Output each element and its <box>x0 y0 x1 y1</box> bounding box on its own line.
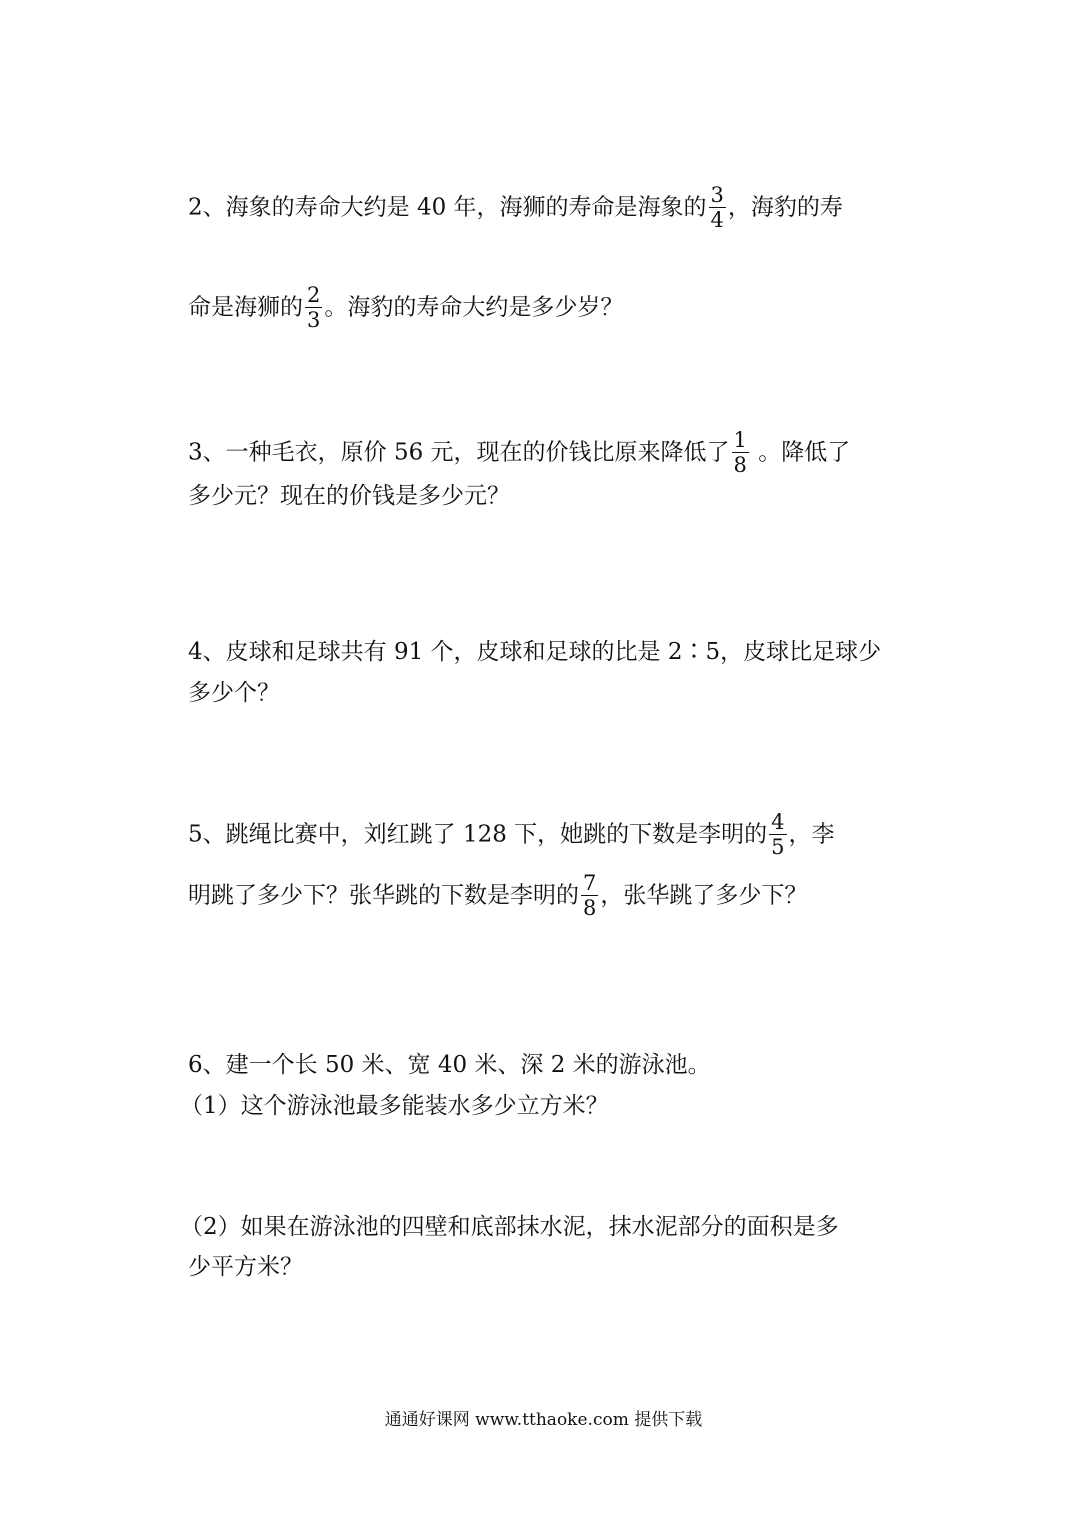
problem-2-text-c: 命是海狮的 <box>188 294 303 321</box>
problem-6-sub-2-line-2 <box>188 1251 303 1282</box>
problem-3-text-b: 。降低了 <box>750 439 851 466</box>
problem-3-line-2 <box>188 480 510 511</box>
fraction-7-8 <box>581 871 598 920</box>
fraction-4-5 <box>769 810 786 859</box>
problem-5-line-2 <box>188 871 807 920</box>
problem-3-line-1 <box>188 428 850 477</box>
problem-6-sub-1 <box>180 1090 609 1121</box>
fraction-denominator: 5 <box>771 835 785 859</box>
problem-2-text-d: 。海豹的寿命大约是多少岁？ <box>324 294 624 321</box>
fraction-denominator: 8 <box>583 896 597 920</box>
fraction-numerator: 2 <box>307 283 321 307</box>
problem-4-line-2 <box>188 677 280 708</box>
problem-2-line-2 <box>188 283 623 332</box>
problem-5-line-1 <box>188 810 835 859</box>
fraction-numerator: 4 <box>771 810 785 834</box>
fraction-numerator: 3 <box>710 183 724 207</box>
fraction-3-4 <box>709 183 726 232</box>
page-footer: 通通好课网 www.tthaoke.com 提供下载 <box>384 1410 703 1430</box>
problem-5-text-d: ，张华跳了多少下？ <box>600 882 808 909</box>
problem-4-text-a: 4、皮球和足球共有 91 个，皮球和足球的比是 2∶5，皮球比足球少 <box>188 639 882 665</box>
problem-2-text-a: 2、海象的寿命大约是 40 年，海狮的寿命是海象的 <box>188 194 707 221</box>
fraction-2-3 <box>305 283 322 332</box>
problem-5-text-c: 明跳了多少下？张华跳的下数是李明的 <box>188 882 579 909</box>
problem-4-line-1 <box>188 636 881 667</box>
problem-6-sub-2-line-1 <box>180 1211 839 1242</box>
fraction-1-8 <box>732 428 749 477</box>
problem-2-line-1 <box>188 183 843 232</box>
problem-3-text-c: 多少元？现在的价钱是多少元？ <box>188 483 510 509</box>
problem-6-line-1 <box>188 1049 711 1080</box>
problem-3-text-a: 3、一种毛衣，原价 56 元，现在的价钱比原来降低了 <box>188 439 730 466</box>
problem-5-text-b: ，李 <box>788 821 835 848</box>
fraction-numerator: 7 <box>583 871 597 895</box>
problem-4-text-b: 多少个？ <box>188 680 280 706</box>
fraction-denominator: 8 <box>733 453 747 477</box>
problem-6-text-a: 6、建一个长 50 米、宽 40 米、深 2 米的游泳池。 <box>188 1052 711 1078</box>
problem-6-text-b: （1）这个游泳池最多能装水多少立方米？ <box>180 1093 609 1119</box>
fraction-denominator: 4 <box>710 208 724 232</box>
fraction-numerator: 1 <box>733 428 747 452</box>
problem-2-text-b: ，海豹的寿 <box>727 194 843 221</box>
problem-6-text-d: 少平方米？ <box>188 1254 303 1280</box>
fraction-denominator: 3 <box>307 308 321 332</box>
problem-5-text-a: 5、跳绳比赛中，刘红跳了 128 下，她跳的下数是李明的 <box>188 821 768 848</box>
problem-6-text-c: （2）如果在游泳池的四壁和底部抹水泥，抹水泥部分的面积是多 <box>180 1214 839 1240</box>
